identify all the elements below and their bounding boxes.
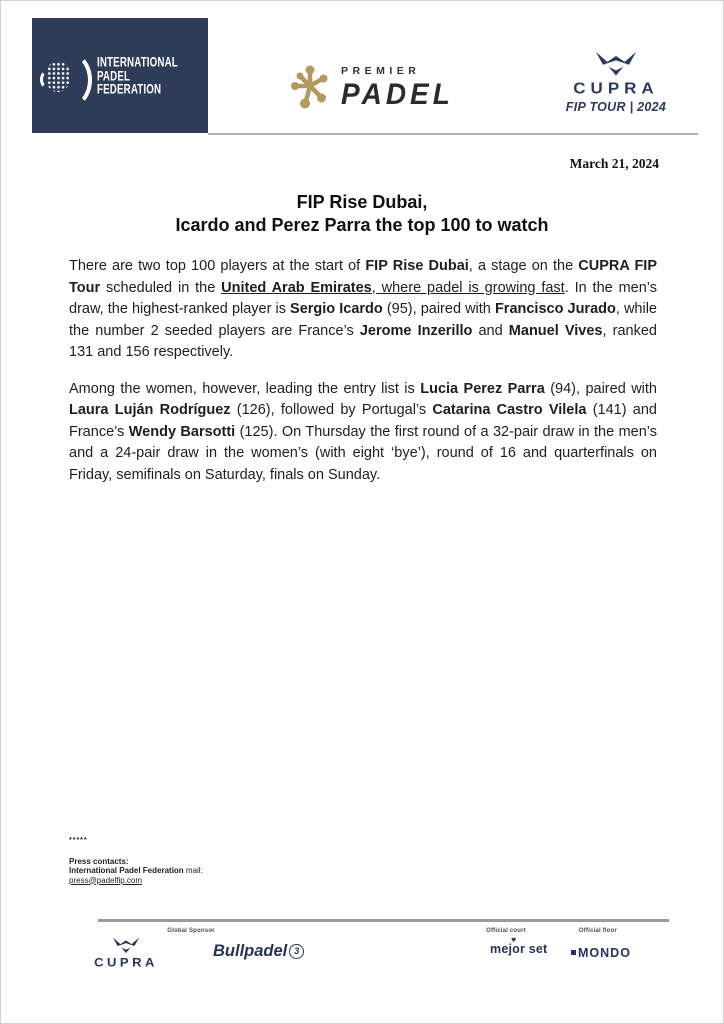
ipf-logo-text: [97, 55, 178, 96]
ipf-line-1: INTERNATIONAL: [96, 54, 178, 70]
article-link-text[interactable]: , where padel is growing fast: [371, 279, 565, 296]
mejorset-wordmark: mejor set: [490, 942, 548, 956]
press-org-suffix: mail:: [183, 866, 203, 875]
official-court-label: Official court: [486, 928, 526, 934]
mondo-square-icon: [571, 950, 576, 955]
article-text: (141) and France’s: [69, 402, 657, 440]
global-sponsor-label: Global Sponsor: [167, 928, 215, 934]
article-bold-text: Laura Luján Rodríguez: [69, 402, 231, 418]
cupra-emblem-icon: [112, 937, 140, 954]
premier-padel-wordmark: [341, 61, 454, 110]
article-text: (125). On Thursday the first round of a 32-pair draw in the men’s and a 24-pair draw in the women’s (with eight ‘bye’), round of 16 and quarterfinals on Friday, semifinals on Saturday, finals on Sunday.: [69, 423, 657, 483]
article-text: , ranked 131 and 156 respectively.: [69, 322, 657, 360]
press-contacts-heading: Press contacts:: [69, 856, 129, 866]
article-bold-text: Catarina Castro Vilela: [432, 402, 587, 418]
premier-padel-logo: [287, 61, 454, 113]
page-title: [1, 191, 723, 237]
mejorset-heart-icon: ♥: [511, 937, 517, 944]
press-org-line: [69, 866, 203, 876]
article-text: (95), paired with: [382, 301, 495, 317]
press-org: International Padel Federation: [69, 866, 184, 875]
article-paragraph: [69, 379, 657, 487]
article-bold-text: Manuel Vives: [508, 322, 603, 339]
cupra-footer-logo: [89, 937, 163, 970]
bullpadel-logo: [213, 942, 304, 961]
separator-stars: *****: [69, 837, 88, 844]
fip-tour-label: FIP TOUR | 2024: [565, 100, 667, 114]
article-bold-text: CUPRA FIP Tour: [69, 258, 658, 296]
footer-divider: [98, 919, 669, 922]
cupra-wordmark: CUPRA: [573, 79, 659, 98]
article-bold-text: Lucia Perez Parra: [420, 380, 545, 397]
article-text: and: [472, 322, 509, 339]
premier-label: PREMIER: [341, 65, 421, 77]
article-text: scheduled in the: [100, 279, 222, 296]
padel-label: PADEL: [341, 78, 454, 111]
article-bold-text: Jerome Inzerillo: [359, 322, 473, 339]
cupra-emblem-icon: [594, 51, 638, 77]
title-line-2: Icardo and Perez Parra the top 100 to watch: [175, 215, 549, 235]
mondo-wordmark: MONDO: [578, 946, 631, 960]
cupra-fip-tour-logo: [557, 51, 675, 114]
article-bold-text: FIP Rise Dubai: [365, 258, 469, 274]
bullpadel-wordmark: Bullpadel: [213, 942, 288, 960]
mondo-logo: [571, 946, 631, 960]
title-line-1: FIP Rise Dubai,: [296, 192, 428, 212]
ipf-logo: [32, 18, 208, 133]
bullpadel-circle-icon: 3: [289, 944, 304, 959]
official-floor-label: Official floor: [578, 928, 618, 934]
article-text: (94), paired with: [544, 380, 657, 397]
article-text: Among the women, however, leading the entry list is: [69, 380, 421, 397]
press-contacts: [69, 836, 203, 885]
date: March 21, 2024: [569, 156, 659, 171]
mejorset-logo: [490, 937, 548, 956]
article-link-text[interactable]: United Arab Emirates: [221, 279, 372, 296]
ipf-line-3: FEDERATION: [96, 81, 161, 97]
header-divider: [208, 133, 698, 135]
article-text: . In the men’s draw, the highest-ranked player is: [69, 279, 657, 317]
press-email-link[interactable]: press@padelfip.com: [69, 875, 143, 885]
article-paragraph: [69, 256, 657, 364]
ipf-line-2: PADEL: [96, 67, 130, 83]
premier-splat-icon: [287, 61, 333, 113]
cupra-footer-wordmark: CUPRA: [94, 955, 158, 970]
article-text: , a stage on the: [468, 258, 579, 274]
padel-racket-icon: [40, 50, 88, 102]
article-text: , while the number 2 seeded players are France’s: [69, 301, 657, 339]
article-bold-text: Wendy Barsotti: [128, 423, 236, 440]
article-body: [69, 256, 657, 486]
article-text: (126), followed by Portugal’s: [230, 402, 433, 418]
article-text: There are two top 100 players at the start of: [69, 258, 366, 274]
article-bold-text: Sergio Icardo: [290, 301, 383, 317]
article-bold-text: Francisco Jurado: [494, 301, 616, 317]
